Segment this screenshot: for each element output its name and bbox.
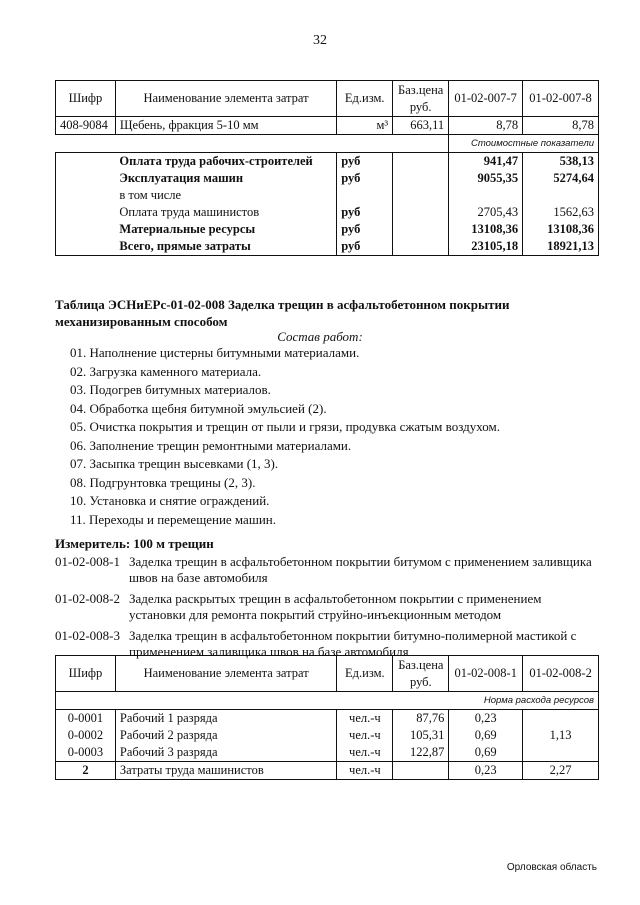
cell-unit: чел.-ч xyxy=(337,727,393,744)
work-item: 01. Наполнение цистерны битумными материалами. xyxy=(70,345,360,360)
cell-code: 0-0002 xyxy=(56,727,116,744)
table-title: Таблица ЭСНиЕРс-01-02-008 Заделка трещин в асфальтобетонном покрытии механизированным способом xyxy=(55,297,510,329)
cell-value-2 xyxy=(523,744,599,762)
table-row xyxy=(56,238,599,256)
norm-code-item xyxy=(55,591,600,623)
table-row xyxy=(56,710,599,728)
cell-value-2: 13108,36 xyxy=(523,221,599,238)
norm-code: 01-02-008-3 xyxy=(55,628,120,643)
section-label: Норма расхода ресурсов xyxy=(449,692,599,710)
cell-price xyxy=(393,170,449,187)
table-row-material xyxy=(56,117,599,135)
cell-unit: руб xyxy=(337,238,393,256)
cell-value-1: 0,23 xyxy=(449,710,523,728)
cell-price: 105,31 xyxy=(393,727,449,744)
works-heading: Состав работ: xyxy=(277,329,363,344)
cell-code: 0-0001 xyxy=(56,710,116,728)
cell-price: 87,76 xyxy=(393,710,449,728)
cell-value-1: 0,23 xyxy=(449,762,523,780)
cell-price xyxy=(393,153,449,171)
cell-unit: чел.-ч xyxy=(337,710,393,728)
col-header-norm-2: 01-02-008-2 xyxy=(523,656,599,692)
col-header-unit: Ед.изм. xyxy=(337,656,393,692)
cell-name: Рабочий 3 разряда xyxy=(115,744,336,762)
work-item: 03. Подогрев битумных материалов. xyxy=(70,382,271,397)
cell-price: 122,87 xyxy=(393,744,449,762)
cell-unit: руб xyxy=(337,204,393,221)
cell-code: 0-0003 xyxy=(56,744,116,762)
cell-price xyxy=(393,221,449,238)
table-header-row xyxy=(56,656,599,692)
cell-price xyxy=(393,762,449,780)
work-item: 10. Установка и снятие ограждений. xyxy=(70,493,270,508)
section-label-row xyxy=(56,135,599,153)
cell-value-2: 538,13 xyxy=(523,153,599,171)
work-item: 06. Заполнение трещин ремонтными материалами. xyxy=(70,437,352,453)
col-header-code: Шифр xyxy=(56,656,116,692)
cell-value-2: 2,27 xyxy=(523,762,599,780)
norm-code: 01-02-008-1 xyxy=(55,554,120,569)
norm-description: Заделка трещин в асфальтобетонном покрытии битумом с применением заливщика швов на базе автомобиля xyxy=(129,554,592,585)
cell-value-2: 18921,13 xyxy=(523,238,599,256)
cell-value-1: 8,78 xyxy=(449,117,523,135)
col-header-norm-1: 01-02-007-7 xyxy=(449,81,523,117)
cell-code xyxy=(56,170,116,187)
work-item: 05. Очистка покрытия и трещин от пыли и грязи, продувка сжатым воздухом. xyxy=(70,419,500,434)
col-header-norm-1: 01-02-008-1 xyxy=(449,656,523,692)
col-header-name: Наименование элемента затрат xyxy=(115,81,336,117)
col-header-price: Баз.цена руб. xyxy=(393,656,449,692)
footer-region: Орловская область xyxy=(506,862,597,873)
cell-value-2: 8,78 xyxy=(523,117,599,135)
cell-value-2 xyxy=(523,187,599,204)
cell-value-1: 9055,35 xyxy=(449,170,523,187)
cell-code xyxy=(56,238,116,256)
cell-value-2: 1562,63 xyxy=(523,204,599,221)
resource-cost-table-007 xyxy=(55,80,599,256)
col-header-unit: Ед.изм. xyxy=(337,81,393,117)
cell-name: Материальные ресурсы xyxy=(119,222,256,236)
cell-value-1: 23105,18 xyxy=(449,238,523,256)
norm-codes-list xyxy=(55,554,600,665)
cell-code xyxy=(56,187,116,204)
cell-code: 2 xyxy=(56,762,116,780)
cell-price xyxy=(393,238,449,256)
resource-norm-table-008 xyxy=(55,655,599,780)
cell-value-2: 5274,64 xyxy=(523,170,599,187)
cell-price xyxy=(393,187,449,204)
table-row xyxy=(56,153,599,171)
norm-code-item xyxy=(55,554,600,586)
norm-description: Заделка раскрытых трещин в асфальтобетонном покрытии с применением установки для ремонта покрытий струйно-инъекционным методом xyxy=(129,591,542,622)
work-item: 07. Засыпка трещин высевками (1, 3). xyxy=(70,456,279,471)
col-header-code: Шифр xyxy=(56,81,116,117)
cell-value-1: 0,69 xyxy=(449,727,523,744)
col-header-name: Наименование элемента затрат xyxy=(115,656,336,692)
norm-description: Заделка трещин в асфальтобетонном покрытии битумно-полимерной мастикой с применением заливщика швов на базе автомобиля xyxy=(129,628,577,659)
col-header-norm-2: 01-02-007-8 xyxy=(523,81,599,117)
cell-name: Эксплуатация машин xyxy=(119,171,244,185)
cell-value-2 xyxy=(523,710,599,728)
work-item: 11. Переходы и перемещение машин. xyxy=(70,511,277,527)
table-row xyxy=(56,170,599,187)
norm-code: 01-02-008-2 xyxy=(55,591,120,606)
cell-name: Щебень, фракция 5-10 мм xyxy=(115,117,336,135)
cell-code xyxy=(56,221,116,238)
section-label-row xyxy=(56,692,599,710)
work-item: 08. Подгрунтовка трещины (2, 3). xyxy=(70,474,256,490)
cell-price: 663,11 xyxy=(393,117,449,135)
cell-unit: чел.-ч xyxy=(337,762,393,780)
cell-unit: м³ xyxy=(337,117,393,135)
cell-value-1: 13108,36 xyxy=(449,221,523,238)
cell-unit xyxy=(337,187,393,204)
cell-unit: руб xyxy=(337,170,393,187)
cell-value-1: 0,69 xyxy=(449,744,523,762)
table-row xyxy=(56,727,599,744)
col-header-price: Баз.цена руб. xyxy=(393,81,449,117)
cell-value-1: 2705,43 xyxy=(449,204,523,221)
cell-name: Рабочий 2 разряда xyxy=(115,727,336,744)
cell-code xyxy=(56,153,116,171)
cell-unit: руб xyxy=(337,153,393,171)
table-row xyxy=(56,221,599,238)
section-label: Стоимостные показатели xyxy=(449,135,599,153)
cell-name: Оплата труда рабочих-строителей xyxy=(115,153,336,171)
cell-name: Рабочий 1 разряда xyxy=(115,710,336,728)
cell-unit: руб xyxy=(337,221,393,238)
cell-name: Затраты труда машинистов xyxy=(115,762,336,780)
table-row xyxy=(56,204,599,221)
work-item: 04. Обработка щебня битумной эмульсией (2). xyxy=(70,400,327,416)
measure-unit: Измеритель: 100 м трещин xyxy=(55,536,214,551)
cell-code: 408-9084 xyxy=(56,117,116,135)
page-number: 32 xyxy=(313,33,327,48)
cell-name: в том числе xyxy=(119,188,182,202)
cell-value-2: 1,13 xyxy=(523,727,599,744)
cell-code xyxy=(56,204,116,221)
cell-value-1: 941,47 xyxy=(449,153,523,171)
cell-name: Оплата труда машинистов xyxy=(119,205,260,219)
table-row xyxy=(56,187,599,204)
cell-unit: чел.-ч xyxy=(337,744,393,762)
works-list xyxy=(70,344,500,529)
cell-name: Всего, прямые затраты xyxy=(115,238,336,256)
cell-value-1 xyxy=(449,187,523,204)
cell-price xyxy=(393,204,449,221)
table-header-row xyxy=(56,81,599,117)
table-row xyxy=(56,744,599,762)
work-item: 02. Загрузка каменного материала. xyxy=(70,363,262,379)
table-row-total xyxy=(56,762,599,780)
